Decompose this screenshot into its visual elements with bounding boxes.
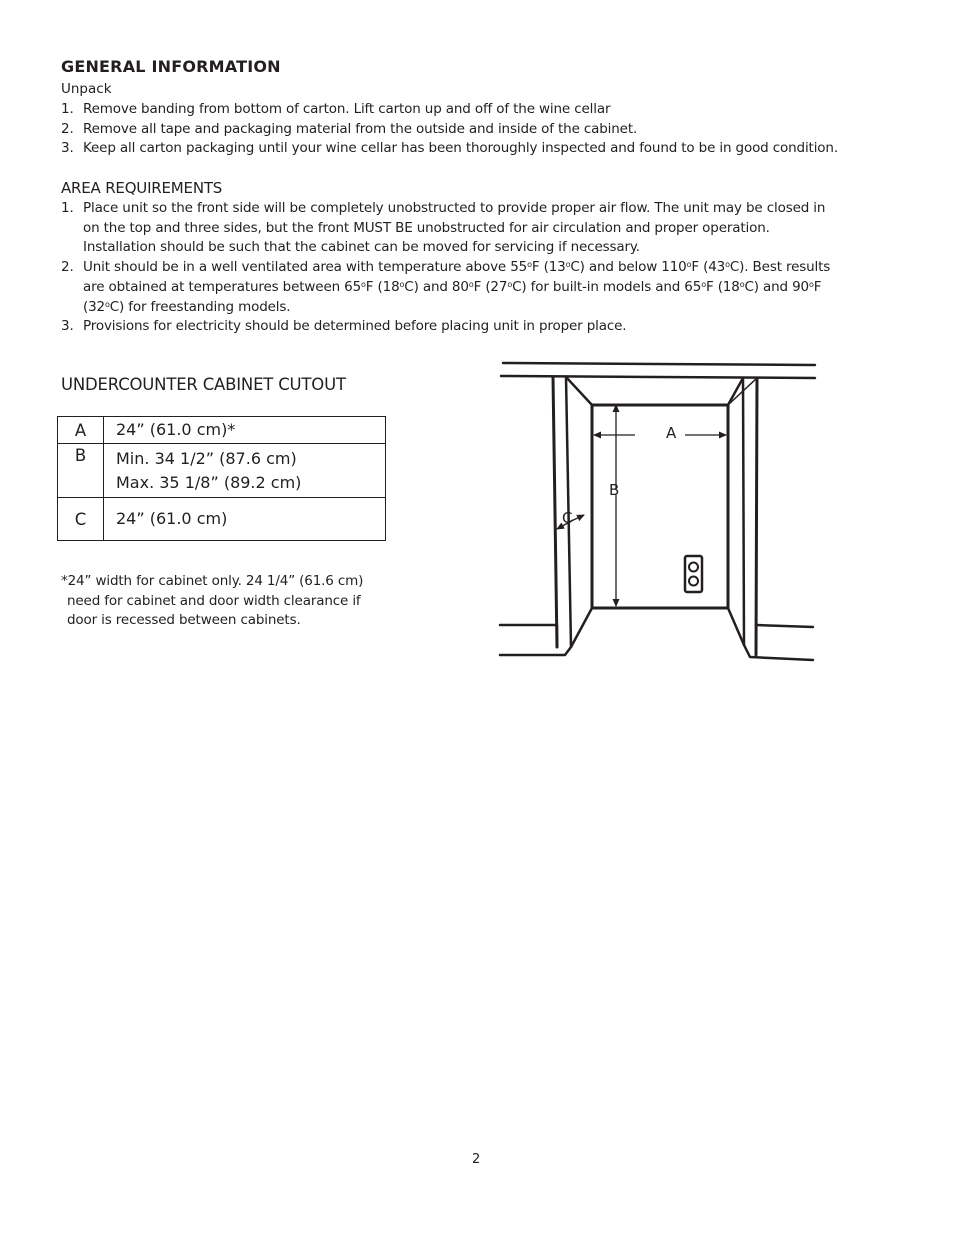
- text-run: C) for freestanding models.: [109, 298, 291, 315]
- text-run: F (43: [691, 259, 726, 276]
- degree-mark: o: [399, 279, 405, 289]
- text-run: C) for built-in models and 65: [512, 278, 702, 295]
- section-heading-general-information: GENERAL INFORMATION: [61, 57, 281, 76]
- list-item: [61, 317, 921, 337]
- text-run: unobstructed for air circulation and proper operation.: [412, 219, 770, 236]
- dimension-value-line: 24” (61.0 cm)*: [116, 420, 236, 439]
- list-item-text: Remove banding from bottom of carton. Lift carton up and off of the wine cellar: [83, 101, 611, 117]
- list-item-number: 2.: [61, 120, 74, 137]
- degree-mark: o: [725, 260, 730, 270]
- text-run: (32: [83, 298, 105, 315]
- dimension-key: C: [58, 498, 104, 541]
- text-run: Unit should be in a well ventilated area with temperature above 55: [83, 259, 528, 276]
- dimension-value-line: Min. 34 1/2” (87.6 cm): [116, 448, 297, 468]
- footnote-line: need for cabinet and door width clearance if: [67, 592, 361, 609]
- label-a: A: [666, 424, 677, 442]
- text-run: are obtained at temperatures between 65: [83, 278, 362, 295]
- text-run: F (18: [705, 278, 740, 295]
- list-item-number: 3.: [61, 318, 74, 335]
- cutout-dimensions-table: [57, 416, 386, 541]
- list-item-text: [83, 258, 921, 278]
- degree-mark: o: [808, 279, 814, 289]
- subheading-unpack: Unpack: [61, 81, 112, 97]
- unpack-steps-list: [61, 100, 921, 159]
- table-row: [58, 498, 386, 541]
- label-c: C: [562, 509, 573, 527]
- area-requirements-list: [61, 199, 921, 337]
- dimension-value-line: 24” (61.0 cm): [116, 509, 228, 528]
- text-run: C) and 90: [744, 278, 809, 295]
- text-run: F (27: [473, 278, 508, 295]
- list-item-number: 2.: [61, 259, 74, 276]
- list-item-text: Remove all tape and packaging material from the outside and inside of the cabinet.: [83, 120, 638, 137]
- text-run: C) and 80: [404, 278, 469, 295]
- cabinet-cutout-diagram: [495, 355, 820, 667]
- dimension-value-line: Max. 35 1/8” (89.2 cm): [116, 472, 302, 492]
- footnote-line: door is recessed between cabinets.: [67, 612, 301, 629]
- list-item: [61, 258, 921, 317]
- degree-mark: o: [686, 260, 692, 270]
- list-item-text: Place unit so the front side will be completely unobstructed to provide proper air flow. The unit may be closed in: [83, 200, 826, 216]
- text-run: C). Best results: [729, 259, 831, 276]
- list-item-text: Provisions for electricity should be determined before placing unit in proper place.: [83, 318, 627, 335]
- dimension-key: B: [58, 444, 104, 498]
- list-item: [61, 199, 921, 258]
- list-item-number: 1.: [61, 101, 74, 117]
- dimension-arrows: [557, 405, 726, 606]
- section-heading-undercounter-cutout: UNDERCOUNTER CABINET CUTOUT: [61, 375, 346, 394]
- degree-mark: o: [507, 279, 513, 289]
- list-item-text: [83, 298, 921, 318]
- degree-mark: o: [468, 279, 474, 289]
- list-item: [61, 100, 921, 120]
- list-item-text: [83, 219, 921, 239]
- table-row: [58, 417, 386, 444]
- dimension-value: [104, 498, 386, 541]
- footnote-line: *24” width for cabinet only. 24 1/4” (61.6 cm): [61, 573, 364, 589]
- table-row: [58, 444, 386, 498]
- degree-mark: o: [105, 299, 110, 309]
- list-item-text: Installation should be such that the cabinet can be moved for servicing if necessary.: [83, 239, 640, 256]
- text-run: F: [813, 278, 822, 295]
- dimension-value: [104, 444, 386, 498]
- list-item-text: [83, 278, 921, 298]
- list-item-text: Keep all carton packaging until your wine cellar has been thoroughly inspected and found to be in good condition.: [83, 140, 838, 157]
- section-heading-area-requirements: AREA REQUIREMENTS: [61, 179, 223, 197]
- text-run: on the top and three sides, but the front: [83, 219, 354, 236]
- degree-mark: o: [701, 279, 706, 289]
- cutout-footnote: [61, 572, 401, 631]
- text-run: F (18: [365, 278, 400, 295]
- diagram-lines: [500, 363, 815, 660]
- emphasis-text: MUST BE: [353, 219, 413, 236]
- list-item: [61, 139, 921, 159]
- degree-mark: o: [361, 279, 366, 289]
- degree-mark: o: [565, 260, 571, 270]
- dimension-value: [104, 417, 386, 444]
- dimension-key: A: [58, 417, 104, 444]
- list-item-number: 3.: [61, 140, 74, 157]
- text-run: F (13: [531, 259, 566, 276]
- text-run: C) and below 110: [570, 259, 687, 276]
- degree-mark: o: [739, 279, 745, 289]
- list-item-number: 1.: [61, 200, 74, 216]
- list-item: [61, 120, 921, 140]
- label-b: B: [609, 481, 620, 499]
- degree-mark: o: [527, 260, 532, 270]
- page-number: 2: [472, 1152, 481, 1167]
